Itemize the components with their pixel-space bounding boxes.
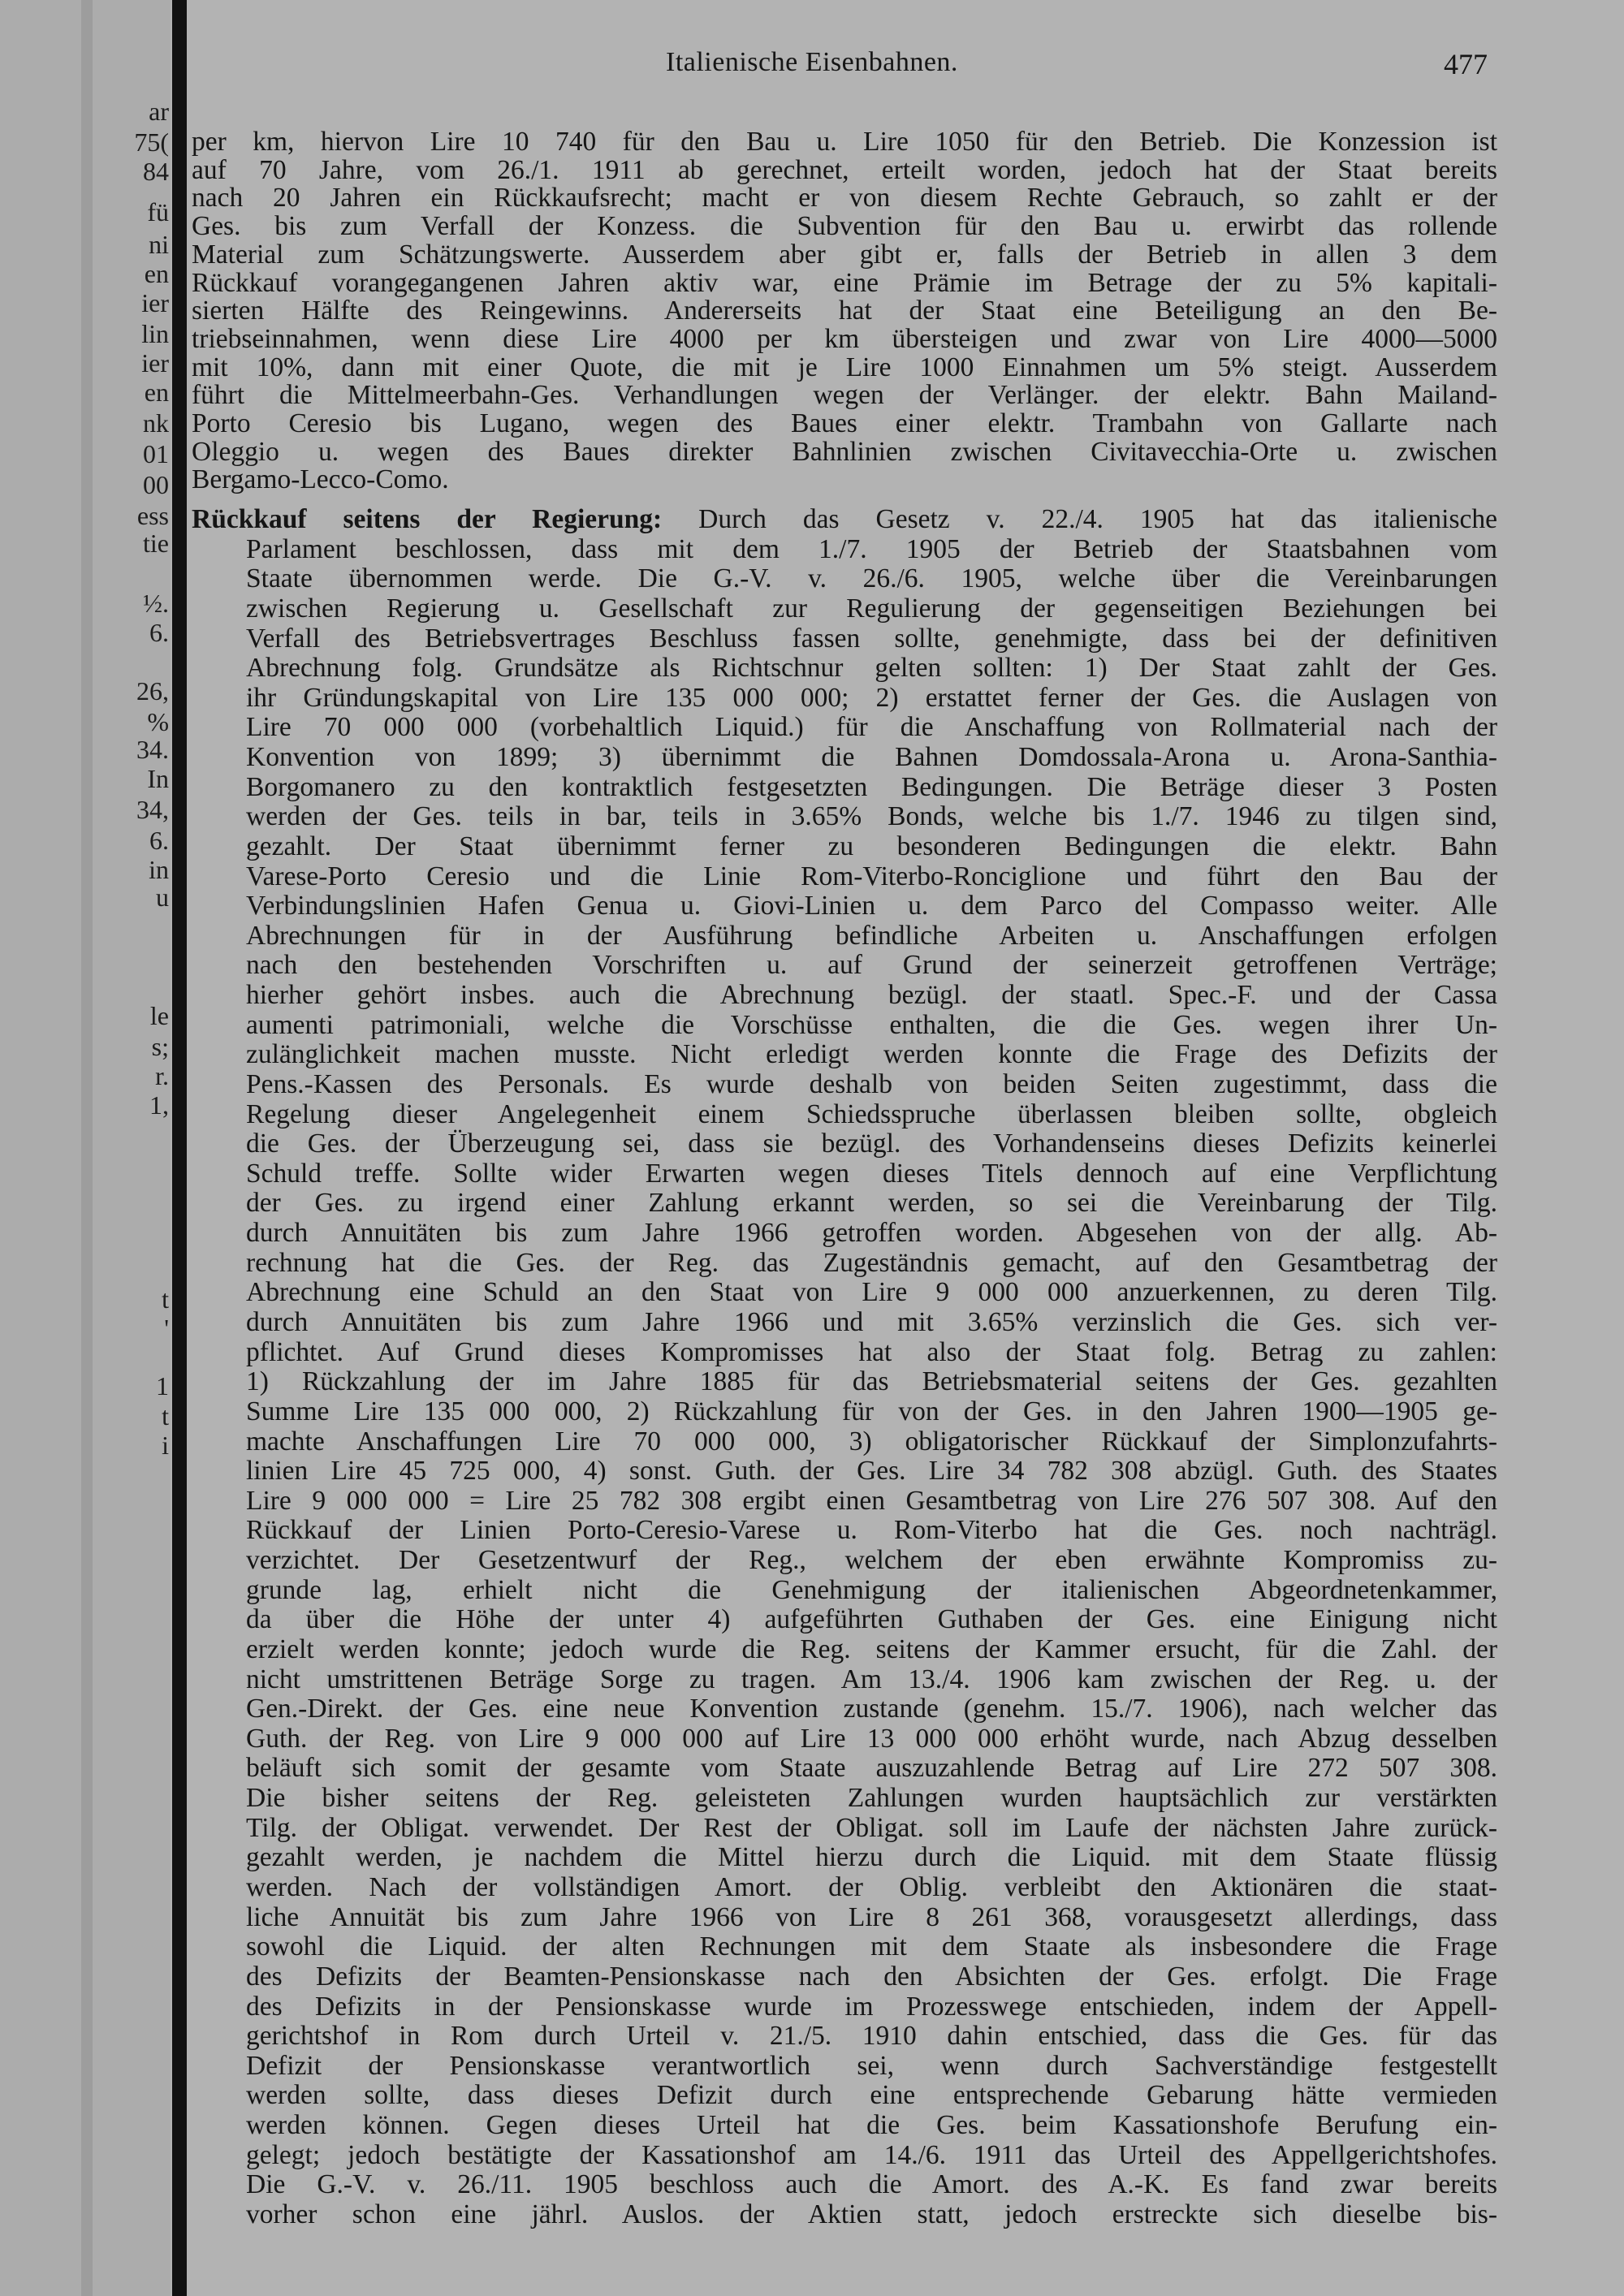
text-line: werden der Ges. teils in bar, teils in 3.65% Bonds, welche bis 1./7. 1946 zu tilgen sind, (246, 801, 1497, 832)
text-line: die Ges. der Überzeugung sei, dass sie bezügl. des Vorhandenseins dieses Defizits keinerlei (246, 1129, 1497, 1159)
text-line: Parlament beschlossen, dass mit dem 1./7. 1905 der Betrieb der Staatsbahnen vom (246, 533, 1497, 564)
margin-fragment: 6. (149, 618, 169, 647)
text-line: gerichtshof in Rom durch Urteil v. 21./5. 1910 dahin entschied, dass die Ges. für das (246, 2021, 1497, 2052)
margin-fragment: nk (143, 408, 169, 438)
text-line: zulänglichkeit machen musste. Nicht erledigt werden konnte die Frage des Defizits der (246, 1039, 1497, 1070)
text-line: sierten Hälfte des Reingewinns. Andererseits hat der Staat eine Beteiligung an den Be- (192, 296, 1497, 326)
text-line: mit 10%, dann mit einer Quote, die mit je Lire 1000 Einnahmen um 5% steigt. Ausserdem (192, 352, 1497, 382)
text-line: aumenti patrimoniali, welche die Vorschüsse enthalten, die die Ges. wegen ihrer Un- (246, 1009, 1497, 1040)
text-line: Tilg. der Obligat. verwendet. Der Rest der Obligat. soll im Laufe der nächsten Jahre zurück- (246, 1812, 1497, 1843)
text-line: rechnung hat die Ges. der Reg. das Zugeständnis gemacht, auf den Gesamtbetrag der (246, 1247, 1497, 1278)
margin-fragment: ess (136, 501, 169, 530)
text-line: pflichtet. Auf Grund dieses Kompromisses hat also der Staat folg. Betrag zu zahlen: (246, 1336, 1497, 1367)
margin-fragment: 6. (149, 826, 169, 855)
text-line: Konvention von 1899; 3) übernimmt die Bahnen Domdossala-Arona u. Arona-Santhia- (246, 742, 1497, 773)
margin-fragment: ni (149, 230, 169, 259)
text-line: Lire 70 000 000 (vorbehaltlich Liquid.) für die Anschaffung von Rollmaterial nach der (246, 712, 1497, 743)
text-line: beläuft sich somit der gesamte vom Staate auszuzahlende Betrag auf Lire 272 507 308. (246, 1753, 1497, 1784)
text-line: Staate übernommen werde. Die G.-V. v. 26./6. 1905, welche über die Vereinbarungen (246, 563, 1497, 594)
text-line: der Ges. zu irgend einer Zahlung erkannt werden, so sei die Vereinbarung der Tilg. (246, 1188, 1497, 1219)
text-line: liche Annuität bis zum Jahre 1966 von Lire 8 261 368, vorausgesetzt allerdings, dass (246, 1901, 1497, 1932)
text-line: Borgomanero zu den kontraktlich festgesetzten Bedingungen. Die Beträge dieser 3 Posten (246, 771, 1497, 802)
text-line: Varese-Porto Ceresio und die Linie Rom-Viterbo-Ronciglione und führt den Bau der (246, 861, 1497, 891)
margin-fragment: ar (149, 97, 169, 126)
text-line: werden. Nach der vollständigen Amort. der Oblig. verbleibt den Aktionären die staat- (246, 1871, 1497, 1902)
margin-fragment: ier (141, 288, 169, 317)
text-line: Defizit der Pensionskasse verantwortlich sei, wenn durch Sachverständige festgestellt (246, 2050, 1497, 2081)
binding-edge-rule (172, 0, 187, 2296)
margin-fragment: tie (143, 529, 169, 558)
page-number: 477 (1444, 48, 1488, 80)
margin-fragment: in (149, 855, 169, 884)
text-line: zwischen Regierung u. Gesellschaft zur Regulierung der gegenseitigen Beziehungen bei (246, 593, 1497, 624)
text-line: Regelung dieser Angelegenheit einem Schiedsspruche überlassen bleiben sollte, obgleich (246, 1098, 1497, 1129)
text-line: Abrechnung folg. Grundsätze als Richtschnur gelten sollten: 1) Der Staat zahlt der Ges. (246, 653, 1497, 684)
margin-fragment: 01 (143, 439, 169, 468)
text-line: ihr Gründungskapital von Lire 135 000 000; 2) erstattet ferner der Ges. die Auslagen von (246, 682, 1497, 713)
margin-fragment: 34, (136, 795, 169, 824)
text-line: gezahlt werden, je nachdem die Mittel hierzu durch die Liquid. mit dem Staate flüssig (246, 1842, 1497, 1873)
margin-fragment: ½. (143, 589, 169, 618)
text-line: Abrechnungen für in der Ausführung befindliche Arbeiten u. Anschaffungen erfolgen (246, 920, 1497, 951)
text-line: Lire 9 000 000 = Lire 25 782 308 ergibt einen Gesamtbetrag von Lire 276 507 308. Auf den (246, 1485, 1497, 1516)
text-line: Verfall des Betriebsvertrages Beschluss fassen sollte, genehmigte, dass bei der definitiven (246, 623, 1497, 654)
margin-fragment: i (162, 1431, 169, 1460)
text-line: des Defizits in der Pensionskasse wurde im Prozesswege entschieden, indem der Appell- (246, 1991, 1497, 2022)
text-line: verzichtet. Der Gesetzentwurf der Reg., welchem der eben erwähnte Kompromiss zu- (246, 1545, 1497, 1576)
margin-fragment: t (162, 1284, 169, 1314)
text-line: gezahlt. Der Staat übernimmt ferner zu besonderen Bedingungen die elektr. Bahn (246, 831, 1497, 861)
text-line: werden sollte, dass dieses Defizit durch eine entsprechende Gebarung hätte vermieden (246, 2080, 1497, 2111)
text-line: gelegt; jedoch bestätigte der Kassationshof am 14./6. 1911 das Urteil des Appellgerichtshofes. (246, 2139, 1497, 2170)
text-line: durch Annuitäten bis zum Jahre 1966 getroffen worden. Abgesehen von der allg. Ab- (246, 1218, 1497, 1249)
text-line: sowohl die Liquid. der alten Rechnungen mit dem Staate als insbesondere die Frage (246, 1931, 1497, 1962)
text-line: Schuld treffe. Sollte wider Erwarten wegen dieses Titels dennoch auf eine Verpflichtung (246, 1158, 1497, 1189)
margin-fragment: en (144, 378, 169, 407)
text-line: auf 70 Jahre, vom 26./1. 1911 ab gerechnet, erteilt worden, jedoch hat der Staat bereits (192, 154, 1497, 185)
text-line: Rückkauf der Linien Porto-Ceresio-Varese u. Rom-Viterbo hat die Ges. noch nachträgl. (246, 1515, 1497, 1546)
text-line: Porto Ceresio bis Lugano, wegen des Baues einer elektr. Trambahn von Gallarte nach (192, 408, 1497, 438)
margin-fragment: fü (147, 197, 169, 227)
margin-fragment: ' (164, 1314, 169, 1343)
text-line: Pens.-Kassen des Personals. Es wurde deshalb von beiden Seiten zugestimmt, dass die (246, 1068, 1497, 1099)
margin-fragment: 34. (136, 735, 169, 764)
text-line: Abrechnung eine Schuld an den Staat von Lire 9 000 000 anzuerkennen, zu deren Tilg. (246, 1277, 1497, 1308)
running-header-title: Italienische Eisenbahnen. (666, 47, 958, 77)
page-fold-shadow (81, 0, 93, 2296)
text-line: nach 20 Jahren ein Rückkaufsrecht; macht er von diesem Rechte Gebrauch, so zahlt er der (192, 183, 1497, 214)
margin-fragment: ier (141, 348, 169, 378)
text-line: machte Anschaffungen Lire 70 000 000, 3) obligatorischer Rückkauf der Simplonzufahrts- (246, 1426, 1497, 1457)
section-heading: Rückkauf seitens der Regierung: (192, 504, 663, 534)
text-line: Ges. bis zum Verfall der Konzess. die Subvention für den Bau u. erwirbt das rollende (192, 211, 1497, 242)
text-line: 1) Rückzahlung der im Jahre 1885 für das Betriebsmaterial seitens der Ges. gezahlten (246, 1366, 1497, 1397)
margin-fragment: 84 (143, 157, 169, 186)
margin-fragment: le (149, 1001, 169, 1030)
text-line: Bergamo-Lecco-Como. (192, 464, 449, 495)
text-line: Material zum Schätzungswerte. Ausserdem aber gibt er, falls der Betrieb in allen 3 dem (192, 239, 1497, 270)
text-line: erzielt werden konnte; jedoch wurde die Reg. seitens der Kammer ersucht, für die Zahl. der (246, 1634, 1497, 1664)
margin-fragment: t (162, 1401, 169, 1431)
text-line: nach den bestehenden Vorschriften u. auf Grund der seinerzeit getroffenen Verträge; (246, 950, 1497, 981)
text-line: per km, hiervon Lire 10 740 für den Bau u. Lire 1050 für den Betrieb. Die Konzession ist (192, 127, 1497, 157)
margin-fragment: 1, (149, 1090, 169, 1120)
text-line: Die G.-V. v. 26./11. 1905 beschloss auch die Amort. des A.-K. Es fand zwar bereits (246, 2169, 1497, 2200)
margin-fragment: lin (141, 319, 169, 348)
section-first-line (192, 505, 1497, 534)
text-line: linien Lire 45 725 000, 4) sonst. Guth. der Ges. Lire 34 782 308 abzügl. Guth. des Staates (246, 1456, 1497, 1487)
text-line: Guth. der Reg. von Lire 9 000 000 auf Lire 13 000 000 erhöht wurde, nach Abzug desselben (246, 1723, 1497, 1754)
text-line: da über die Höhe der unter 4) aufgeführten Guthaben der Ges. eine Einigung nicht (246, 1604, 1497, 1635)
margin-fragment: s; (151, 1032, 169, 1061)
margin-fragment: 75( (134, 127, 169, 157)
section-first-line-text: Durch das Gesetz v. 22./4. 1905 hat das italienische (698, 504, 1498, 534)
text-line: Oleggio u. wegen des Baues direkter Bahnlinien zwischen Civitavecchia-Orte u. zwischen (192, 436, 1497, 467)
text-line: Gen.-Direkt. der Ges. eine neue Konvention zustande (genehm. 15./7. 1906), nach welcher das (246, 1694, 1497, 1724)
margin-fragment: u (156, 883, 169, 912)
margin-fragment: In (147, 764, 169, 793)
text-line: werden können. Gegen dieses Urteil hat die Ges. beim Kassationshofe Berufung ein- (246, 2110, 1497, 2141)
text-line: des Defizits der Beamten-Pensionskasse nach den Absichten der Ges. erfolgt. Die Frage (246, 1961, 1497, 1992)
text-line: nicht umstrittenen Beträge Sorge zu tragen. Am 13./4. 1906 kam zwischen der Reg. u. der (246, 1664, 1497, 1694)
margin-fragment: 00 (143, 470, 169, 499)
margin-fragment: r. (155, 1061, 169, 1090)
text-line: hierher gehört insbes. auch die Abrechnung bezügl. der staatl. Spec.-F. und der Cassa (246, 980, 1497, 1011)
text-line: führt die Mittelmeerbahn-Ges. Verhandlungen wegen der Verlänger. der elektr. Bahn Mailand- (192, 380, 1497, 411)
margin-fragment: % (147, 707, 169, 736)
margin-fragment: 1 (156, 1371, 169, 1400)
text-line: Verbindungslinien Hafen Genua u. Giovi-Linien u. dem Parco del Compasso weiter. Alle (246, 891, 1497, 921)
margin-fragment: en (144, 259, 169, 288)
text-line: grunde lag, erhielt nicht die Genehmigung der italienischen Abgeordnetenkammer, (246, 1574, 1497, 1605)
margin-fragment: 26, (136, 676, 169, 706)
text-line: Die bisher seitens der Reg. geleisteten Zahlungen wurden hauptsächlich zur verstärkten (246, 1783, 1497, 1814)
text-line: vorher schon eine jährl. Auslos. der Aktien statt, jedoch erstreckte sich dieselbe bis- (246, 2199, 1497, 2229)
text-line: Summe Lire 135 000 000, 2) Rückzahlung für von der Ges. in den Jahren 1900—1905 ge- (246, 1396, 1497, 1426)
text-line: durch Annuitäten bis zum Jahre 1966 und mit 3.65% verzinslich die Ges. sich ver- (246, 1307, 1497, 1337)
text-line: Rückkauf vorangegangenen Jahren aktiv war, eine Prämie im Betrage der zu 5% kapitali- (192, 267, 1497, 298)
text-line: triebseinnahmen, wenn diese Lire 4000 per km übersteigen und zwar von Lire 4000—5000 (192, 323, 1497, 354)
